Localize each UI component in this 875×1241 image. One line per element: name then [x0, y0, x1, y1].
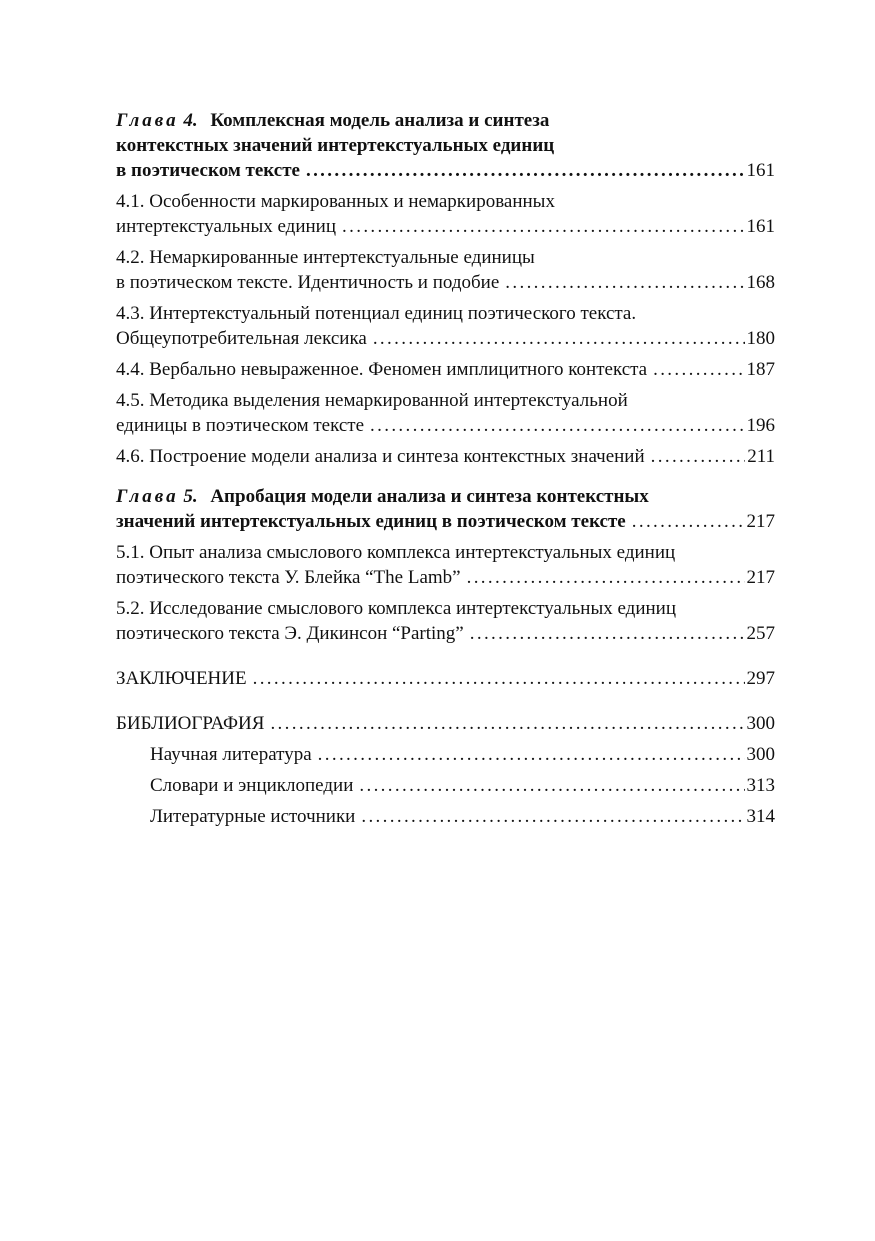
item-4-4-line-1: 4.4. Вербально невыраженное. Феномен имплицитного контекста	[116, 359, 648, 380]
chapter-4-title-line-2: контекстных значений интертекстуальных единиц	[116, 135, 555, 156]
chapter-4-label: Глава	[116, 110, 179, 131]
item-4-1-line-2: интертекстуальных единиц	[116, 216, 337, 237]
chapter-4-line-1	[116, 108, 775, 133]
conclusion-line	[116, 666, 775, 691]
item-5-1-line-2: поэтического текста У. Блейка “The Lamb”	[116, 567, 461, 588]
toc-item-4-1[interactable]	[116, 189, 775, 239]
toc-item-4-2[interactable]	[116, 245, 775, 295]
item-5-2-page-number: 257	[746, 623, 775, 644]
dot-leader	[359, 773, 744, 798]
item-5-1-last-line	[116, 565, 775, 590]
chapter-5-line-1	[116, 484, 775, 509]
chapter-4-line-3	[116, 158, 775, 183]
item-4-2-line-2: в поэтическом тексте. Идентичность и подобие	[116, 272, 500, 293]
toc-item-4-4[interactable]	[116, 357, 775, 382]
bibliography-page-number: 300	[746, 713, 775, 734]
dot-leader	[318, 742, 745, 767]
item-4-3-line-2: Общеупотребительная лексика	[116, 328, 367, 349]
conclusion-page-number: 297	[746, 668, 775, 689]
item-4-5-line-1: 4.5. Методика выделения немаркированной интертекстуальной	[116, 390, 628, 411]
chapter-5-number: 5.	[183, 486, 198, 507]
item-4-4-page-number: 187	[746, 359, 775, 380]
dot-leader	[651, 444, 746, 469]
item-4-1-page-number: 161	[746, 216, 775, 237]
bib-item-3-page-number: 314	[746, 806, 775, 827]
bib-item-1-title: Научная литература	[150, 744, 312, 765]
toc-item-5-1[interactable]	[116, 540, 775, 590]
dot-leader	[373, 326, 745, 351]
bib-item-2-line	[150, 773, 775, 798]
item-4-3-page-number: 180	[746, 328, 775, 349]
dot-leader	[342, 214, 744, 239]
item-4-5-last-line	[116, 413, 775, 438]
dot-leader	[270, 711, 744, 736]
toc-bibliography-item-dictionaries[interactable]	[116, 773, 775, 798]
item-4-2-line-1: 4.2. Немаркированные интертекстуальные единицы	[116, 247, 535, 268]
toc-bibliography[interactable]	[116, 711, 775, 736]
item-4-2-page-number: 168	[746, 272, 775, 293]
bibliography-title: БИБЛИОГРАФИЯ	[116, 713, 265, 734]
table-of-contents	[116, 108, 775, 829]
toc-item-4-5[interactable]	[116, 388, 775, 438]
chapter-4-title-line-3: в поэтическом тексте	[116, 160, 300, 181]
item-5-2-last-line	[116, 621, 775, 646]
toc-bibliography-item-literary[interactable]	[116, 804, 775, 829]
toc-item-5-2[interactable]	[116, 596, 775, 646]
item-4-5-page-number: 196	[746, 415, 775, 436]
item-4-3-last-line	[116, 326, 775, 351]
item-4-3-line-1: 4.3. Интертекстуальный потенциал единиц поэтического текста.	[116, 303, 637, 324]
item-4-4-last-line	[116, 357, 775, 382]
dot-leader	[370, 413, 744, 438]
dot-leader	[505, 270, 744, 295]
item-4-2-last-line	[116, 270, 775, 295]
chapter-5-page-number: 217	[746, 511, 775, 532]
dot-leader	[361, 804, 744, 829]
item-4-1-line-1: 4.1. Особенности маркированных и немаркированных	[116, 191, 555, 212]
chapter-4-title-line-1: Комплексная модель анализа и синтеза	[210, 110, 550, 131]
toc-chapter-4[interactable]	[116, 108, 775, 183]
item-4-6-page-number: 211	[747, 446, 775, 467]
chapter-4-page-number: 161	[746, 160, 775, 181]
bib-item-3-line	[150, 804, 775, 829]
dot-leader	[653, 357, 744, 382]
item-5-1-line-1: 5.1. Опыт анализа смыслового комплекса интертекстуальных единиц	[116, 542, 676, 563]
bib-item-1-page-number: 300	[746, 744, 775, 765]
item-4-6-last-line	[116, 444, 775, 469]
bib-item-2-page-number: 313	[746, 775, 775, 796]
item-4-1-last-line	[116, 214, 775, 239]
item-4-6-line-1: 4.6. Построение модели анализа и синтеза контекстных значений	[116, 446, 645, 467]
chapter-4-number: 4.	[183, 110, 198, 131]
dot-leader	[467, 565, 745, 590]
chapter-5-title-line-1: Апробация модели анализа и синтеза контекстных	[210, 486, 649, 507]
dot-leader	[253, 666, 745, 691]
item-5-2-line-1: 5.2. Исследование смыслового комплекса интертекстуальных единиц	[116, 598, 677, 619]
dot-leader	[306, 158, 745, 183]
toc-item-4-6[interactable]	[116, 444, 775, 469]
item-5-1-page-number: 217	[746, 567, 775, 588]
bib-item-1-line	[150, 742, 775, 767]
toc-bibliography-item-scientific[interactable]	[116, 742, 775, 767]
toc-chapter-5[interactable]	[116, 484, 775, 534]
bib-item-2-title: Словари и энциклопедии	[150, 775, 354, 796]
chapter-5-title-line-2: значений интертекстуальных единиц в поэтическом тексте	[116, 511, 626, 532]
bib-item-3-title: Литературные источники	[150, 806, 356, 827]
bibliography-line	[116, 711, 775, 736]
toc-conclusion[interactable]	[116, 666, 775, 691]
item-4-5-line-2: единицы в поэтическом тексте	[116, 415, 365, 436]
dot-leader	[470, 621, 745, 646]
item-5-2-line-2: поэтического текста Э. Дикинсон “Parting”	[116, 623, 464, 644]
chapter-5-line-2	[116, 509, 775, 534]
toc-item-4-3[interactable]	[116, 301, 775, 351]
conclusion-title: ЗАКЛЮЧЕНИЕ	[116, 668, 247, 689]
chapter-5-label: Глава	[116, 486, 179, 507]
dot-leader	[632, 509, 745, 534]
